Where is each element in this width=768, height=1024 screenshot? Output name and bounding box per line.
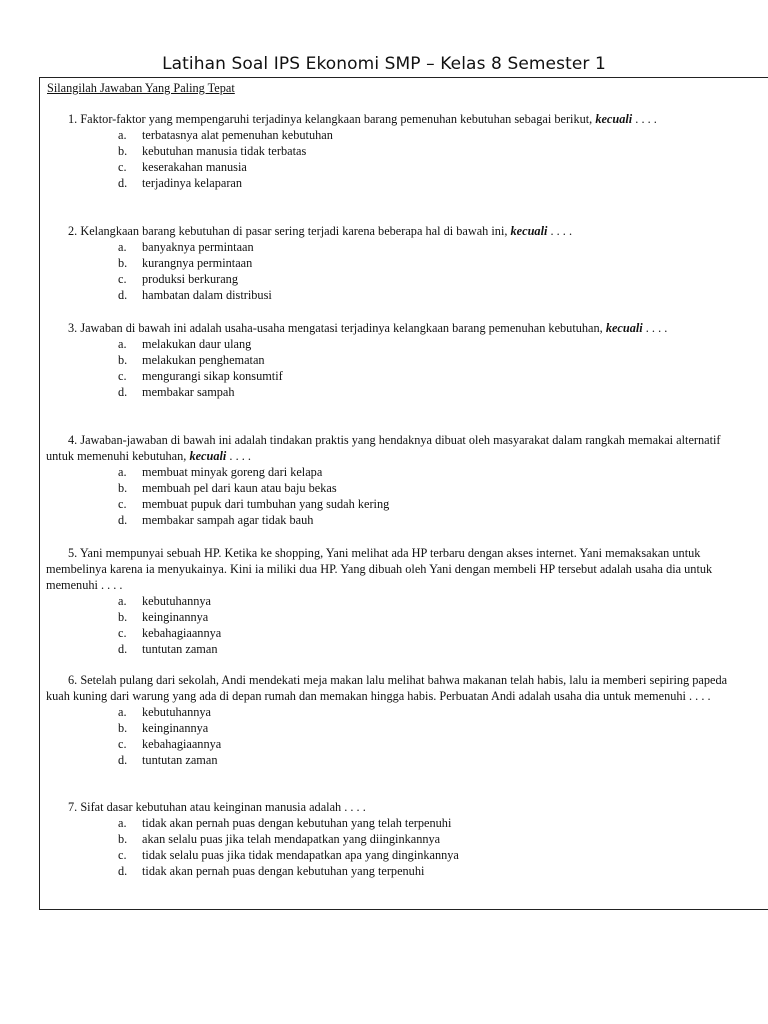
option-text: membuah pel dari kaun atau baju bekas <box>142 481 337 495</box>
question-body: Sifat dasar kebutuhan atau keinginan manusia adalah . . . . <box>80 800 366 814</box>
option-letter: d. <box>118 176 128 190</box>
answer-option[interactable] <box>46 609 736 625</box>
option-text: produksi berkurang <box>142 272 238 286</box>
instruction-text: Silangilah Jawaban Yang Paling Tepat <box>47 81 235 95</box>
answer-options <box>46 336 736 400</box>
option-letter: d. <box>118 864 128 878</box>
option-letter: c. <box>118 160 127 174</box>
option-letter: d. <box>118 513 128 527</box>
question-ellipsis: . . . . <box>642 321 668 335</box>
question-2 <box>46 223 736 303</box>
question-number: 3. <box>68 321 78 335</box>
question-number: 1. <box>68 112 78 126</box>
answer-option[interactable] <box>46 847 736 863</box>
option-text: kurangnya permintaan <box>142 256 253 270</box>
option-text: akan selalu puas jika telah mendapatkan yang diinginkannya <box>142 832 441 846</box>
answer-option[interactable] <box>46 863 736 879</box>
option-text: tidak selalu puas jika tidak mendapatkan apa yang dinginkannya <box>142 848 459 862</box>
option-text: terjadinya kelaparan <box>142 176 243 190</box>
option-letter: d. <box>118 642 128 656</box>
option-letter: a. <box>118 594 127 608</box>
question-text <box>46 432 736 464</box>
question-body: Setelah pulang dari sekolah, Andi mendekati meja makan lalu melihat bahwa makanan telah habis, lalu ia memberi sepiring papeda kuah kuning dari warung yang ada di depan rumah dan memakan hingga habis. Perbuatan Andi adalah usaha dia untuk memenuhi . . . . <box>46 673 728 703</box>
option-text: melakukan daur ulang <box>142 337 252 351</box>
option-letter: a. <box>118 816 127 830</box>
question-text <box>46 111 736 127</box>
option-text: tidak akan pernah puas dengan kebutuhan yang terpenuhi <box>142 864 425 878</box>
option-text: kebahagiaannya <box>142 626 222 640</box>
kecuali-emphasis: kecuali <box>510 224 548 238</box>
option-letter: a. <box>118 240 127 254</box>
option-letter: d. <box>118 753 128 767</box>
option-letter: b. <box>118 256 128 270</box>
answer-option[interactable] <box>46 287 736 303</box>
option-letter: b. <box>118 832 128 846</box>
option-text: kebutuhan manusia tidak terbatas <box>142 144 307 158</box>
question-frame <box>39 77 768 910</box>
option-text: keserakahan manusia <box>142 160 247 174</box>
kecuali-emphasis: kecuali <box>595 112 633 126</box>
option-text: membuat minyak goreng dari kelapa <box>142 465 323 479</box>
option-letter: b. <box>118 481 128 495</box>
question-number: 4. <box>68 433 78 447</box>
question-text <box>46 223 736 239</box>
answer-option[interactable] <box>46 496 736 512</box>
option-letter: b. <box>118 610 128 624</box>
answer-option[interactable] <box>46 720 736 736</box>
question-text <box>46 672 736 704</box>
option-letter: d. <box>118 385 128 399</box>
answer-option[interactable] <box>46 512 736 528</box>
answer-options <box>46 239 736 303</box>
answer-option[interactable] <box>46 255 736 271</box>
question-body: Yani mempunyai sebuah HP. Ketika ke shopping, Yani melihat ada HP terbaru dengan akses internet. Yani memaksakan untuk membelinya karena ia menyukainya. Kini ia miliki dua HP. Yang dibuah oleh Yani dengan membeli HP tersebut adalah usaha dia untuk memenuhi . . . . <box>46 546 713 592</box>
answer-option[interactable] <box>46 175 736 191</box>
answer-option[interactable] <box>46 641 736 657</box>
option-letter: a. <box>118 337 127 351</box>
option-text: hambatan dalam distribusi <box>142 288 272 302</box>
answer-option[interactable] <box>46 352 736 368</box>
option-letter: b. <box>118 144 128 158</box>
question-7 <box>46 799 736 879</box>
option-letter: a. <box>118 128 127 142</box>
option-letter: b. <box>118 353 128 367</box>
answer-option[interactable] <box>46 736 736 752</box>
question-6 <box>46 672 736 768</box>
question-number: 6. <box>68 673 78 687</box>
question-body: Kelangkaan barang kebutuhan di pasar sering terjadi karena beberapa hal di bawah ini, <box>80 224 508 238</box>
option-letter: c. <box>118 737 127 751</box>
option-text: banyaknya permintaan <box>142 240 254 254</box>
answer-option[interactable] <box>46 127 736 143</box>
answer-option[interactable] <box>46 752 736 768</box>
question-ellipsis: . . . . <box>226 449 251 463</box>
option-letter: c. <box>118 272 127 286</box>
option-text: mengurangi sikap konsumtif <box>142 369 283 383</box>
option-letter: c. <box>118 497 127 511</box>
option-letter: c. <box>118 369 127 383</box>
option-text: kebutuhannya <box>142 705 211 719</box>
question-body: Faktor-faktor yang mempengaruhi terjadinya kelangkaan barang pemenuhan kebutuhan sebagai berikut, <box>80 112 593 126</box>
option-text: membakar sampah <box>142 385 235 399</box>
option-text: melakukan penghematan <box>142 353 265 367</box>
answer-options <box>46 593 736 657</box>
answer-option[interactable] <box>46 625 736 641</box>
question-number: 5. <box>68 546 78 560</box>
option-text: keinginannya <box>142 610 209 624</box>
answer-option[interactable] <box>46 704 736 720</box>
option-letter: c. <box>118 626 127 640</box>
answer-option[interactable] <box>46 815 736 831</box>
question-3 <box>46 320 736 400</box>
option-letter: b. <box>118 721 128 735</box>
answer-option[interactable] <box>46 271 736 287</box>
question-text <box>46 320 736 336</box>
answer-option[interactable] <box>46 159 736 175</box>
option-letter: a. <box>118 705 127 719</box>
question-text <box>46 799 736 815</box>
answer-options <box>46 815 736 879</box>
question-text <box>46 545 736 593</box>
answer-option[interactable] <box>46 368 736 384</box>
answer-options <box>46 704 736 768</box>
answer-option[interactable] <box>46 593 736 609</box>
question-4 <box>46 432 736 528</box>
option-text: keinginannya <box>142 721 209 735</box>
question-body: Jawaban-jawaban di bawah ini adalah tindakan praktis yang hendaknya dibuat oleh masyarakat dalam rangkah memakai alternatif untuk memenuhi kebutuhan, <box>46 433 721 463</box>
option-text: tidak akan pernah puas dengan kebutuhan yang telah terpenuhi <box>142 816 452 830</box>
answer-options <box>46 127 736 191</box>
question-1 <box>46 111 736 191</box>
option-text: membuat pupuk dari tumbuhan yang sudah kering <box>142 497 390 511</box>
page-title: Latihan Soal IPS Ekonomi SMP – Kelas 8 Semester 1 <box>162 54 606 74</box>
option-text: terbatasnya alat pemenuhan kebutuhan <box>142 128 333 142</box>
answer-options <box>46 464 736 528</box>
option-text: kebutuhannya <box>142 594 211 608</box>
kecuali-emphasis: kecuali <box>189 449 227 463</box>
question-body: Jawaban di bawah ini adalah usaha-usaha mengatasi terjadinya kelangkaan barang pemenuhan kebutuhan, <box>80 321 603 335</box>
answer-option[interactable] <box>46 831 736 847</box>
option-text: membakar sampah agar tidak bauh <box>142 513 314 527</box>
question-ellipsis: . . . . <box>547 224 573 238</box>
option-text: tuntutan zaman <box>142 642 218 656</box>
option-letter: c. <box>118 848 127 862</box>
answer-option[interactable] <box>46 464 736 480</box>
answer-option[interactable] <box>46 480 736 496</box>
option-text: tuntutan zaman <box>142 753 218 767</box>
option-letter: a. <box>118 465 127 479</box>
answer-option[interactable] <box>46 143 736 159</box>
question-number: 7. <box>68 800 78 814</box>
answer-option[interactable] <box>46 239 736 255</box>
option-text: kebahagiaannya <box>142 737 222 751</box>
option-letter: d. <box>118 288 128 302</box>
answer-option[interactable] <box>46 384 736 400</box>
kecuali-emphasis: kecuali <box>605 321 643 335</box>
answer-option[interactable] <box>46 336 736 352</box>
question-5 <box>46 545 736 657</box>
question-number: 2. <box>68 224 78 238</box>
question-ellipsis: . . . . <box>632 112 657 126</box>
